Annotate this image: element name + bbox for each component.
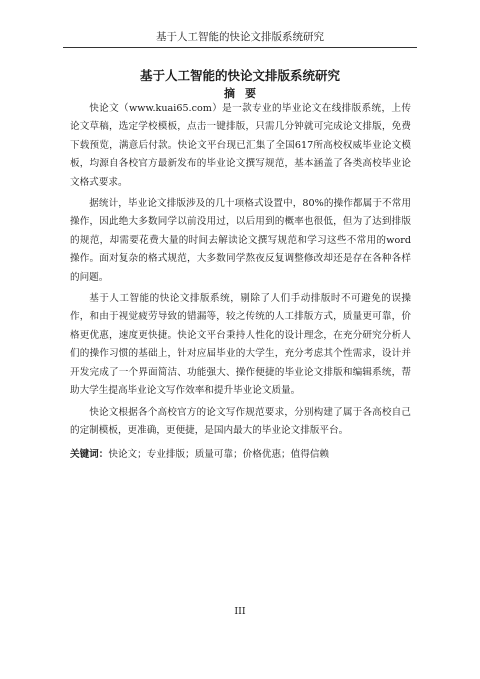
keywords (70, 447, 411, 463)
abstract-paragraph: 快论文（www.kuai65.com）是一款专业的毕业论文在线排版系统，上传论文草稿，选定学校模板，点击一键排版，只需几分钟就可完成论文排版，免费下载预览，满意后付款。快论文平台现已汇集了全国617所高校权威毕业论文模板，均源自各校官方最新发布的毕业论文撰写规范，基本涵盖了各类高校毕业论文格式要求。 (70, 103, 411, 188)
abstract-heading: 摘要 (224, 87, 266, 100)
abstract-paragraph: 快论文根据各个高校官方的论文写作规范要求，分别构建了属于各高校自己的定制模板，更准确，更便捷，是国内最大的毕业论文排版平台。 (70, 406, 411, 436)
keywords-label: 关键词： (70, 449, 109, 461)
running-header: 基于人工智能的快论文排版系统研究 (156, 31, 324, 43)
keywords-text: 快论文；专业排版；质量可靠；价格优惠；值得信赖 (108, 449, 330, 461)
abstract-body (70, 100, 411, 463)
page-number: III (234, 606, 246, 617)
abstract-paragraph: 据统计，毕业论文排版涉及的几十项格式设置中，80%的操作都属于不常用操作，因此绝大多数同学以前没用过，以后用到的概率也很低，但为了达到排版的规范，却需要花费大量的时间去解读论文撰写规范和学习这些不常用的word操作。面对复杂的格式规范，大多数同学熬夜反复调整修改却还是存在各种各样的问题。 (70, 198, 411, 283)
paper-title: 基于人工智能的快论文排版系统研究 (139, 68, 340, 83)
abstract-paragraph: 基于人工智能的快论文排版系统，剔除了人们手动排版时不可避免的误操作，和由于视觉疲劳导致的错漏等，较之传统的人工排版方式，质量更可靠，价格更优惠，速度更快捷。快论文平台秉持人性化的设计理念，在充分研究分析人们的操作习惯的基础上，针对应届毕业的大学生，充分考虑其个性需求，设计并开发完成了一个界面简洁、功能强大、操作便捷的毕业论文排版和编辑系统，帮助大学生提高毕业论文写作效率和提升毕业论文质量。 (70, 293, 411, 397)
header-rule (63, 47, 417, 48)
